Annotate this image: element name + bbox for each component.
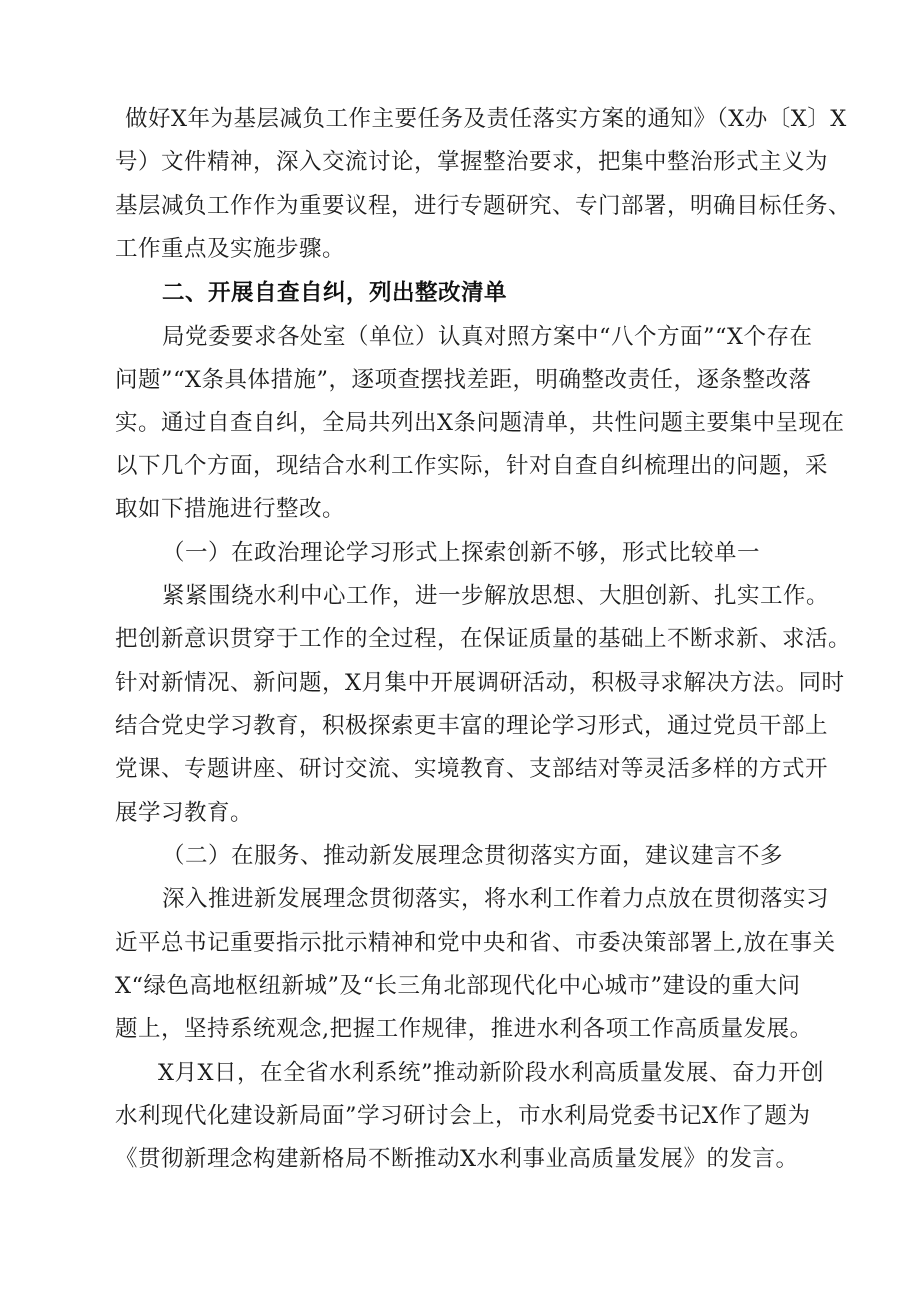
text-line: 结合党史学习教育，积极探索更丰富的理论学习形式，通过党员干部上	[115, 713, 829, 739]
text-line: 以下几个方面，现结合水利工作实际，针对自查自纠梳理出的问题，采	[115, 453, 829, 479]
text-line: 近平总书记重要指示批示精神和党中央和省、市委决策部署上,放在事关	[115, 930, 836, 956]
text-line: 紧紧围绕水利中心工作，进一步解放思想、大胆创新、扎实工作。	[162, 583, 830, 609]
text-line: X月X日，在全省水利系统”推动新阶段水利高质量发展、奋力开创	[158, 1060, 825, 1086]
text-line: 深入推进新发展理念贯彻落实，将水利工作着力点放在贯彻落实习	[162, 886, 830, 912]
text-line: 基层减负工作作为重要议程，进行专题研究、专门部署，明确目标任务、	[115, 193, 852, 219]
text-line: 局党委要求各处室（单位）认真对照方案中“八个方面”“X个存在	[162, 324, 813, 350]
text-line: X“绿色高地枢纽新城”及“长三角北部现代化中心城市”建设的重大问	[115, 973, 801, 999]
text-line: 工作重点及实施步骤。	[115, 236, 346, 262]
section-heading: 二、开展自查自纠，列出整改清单	[162, 280, 508, 306]
subsection-heading: （二）在服务、推动新发展理念贯彻落实方面，建议建言不多	[162, 843, 784, 869]
text-line: 水利现代化建设新局面”学习研讨会上，市水利局党委书记X作了题为	[115, 1103, 811, 1129]
text-line: 号）文件精神，深入交流讨论，掌握整治要求，把集中整治形式主义为	[115, 149, 829, 175]
text-line: 取如下措施进行整改。	[115, 496, 346, 522]
text-line: 针对新情况、新问题，X月集中开展调研活动，积极寻求解决方法。同时	[115, 670, 845, 696]
text-line: 实。通过自查自纠，全局共列出X条问题清单，共性问题主要集中呈现在	[115, 410, 845, 436]
text-line: 把创新意识贯穿于工作的全过程，在保证质量的基础上不断求新、求活。	[115, 626, 852, 652]
text-line: 党课、专题讲座、研讨交流、实境教育、支部结对等灵活多样的方式开	[115, 756, 829, 782]
subsection-heading: （一）在政治理论学习形式上探索创新不够，形式比较单一	[162, 540, 761, 566]
text-line: 《贯彻新理念构建新格局不断推动X水利事业高质量发展》的发言。	[115, 1146, 799, 1172]
text-line: 题上，坚持系统观念,把握工作规律，推进水利各项工作高质量发展。	[115, 1016, 813, 1042]
text-line: 问题”“X条具体措施”，逐项查摆找差距，明确整改责任，逐条整改落	[115, 367, 812, 393]
text-line: 做好X年为基层减负工作主要任务及责任落实方案的通知》（X办〔X〕X	[125, 106, 847, 132]
text-line: 展学习教育。	[115, 800, 254, 826]
